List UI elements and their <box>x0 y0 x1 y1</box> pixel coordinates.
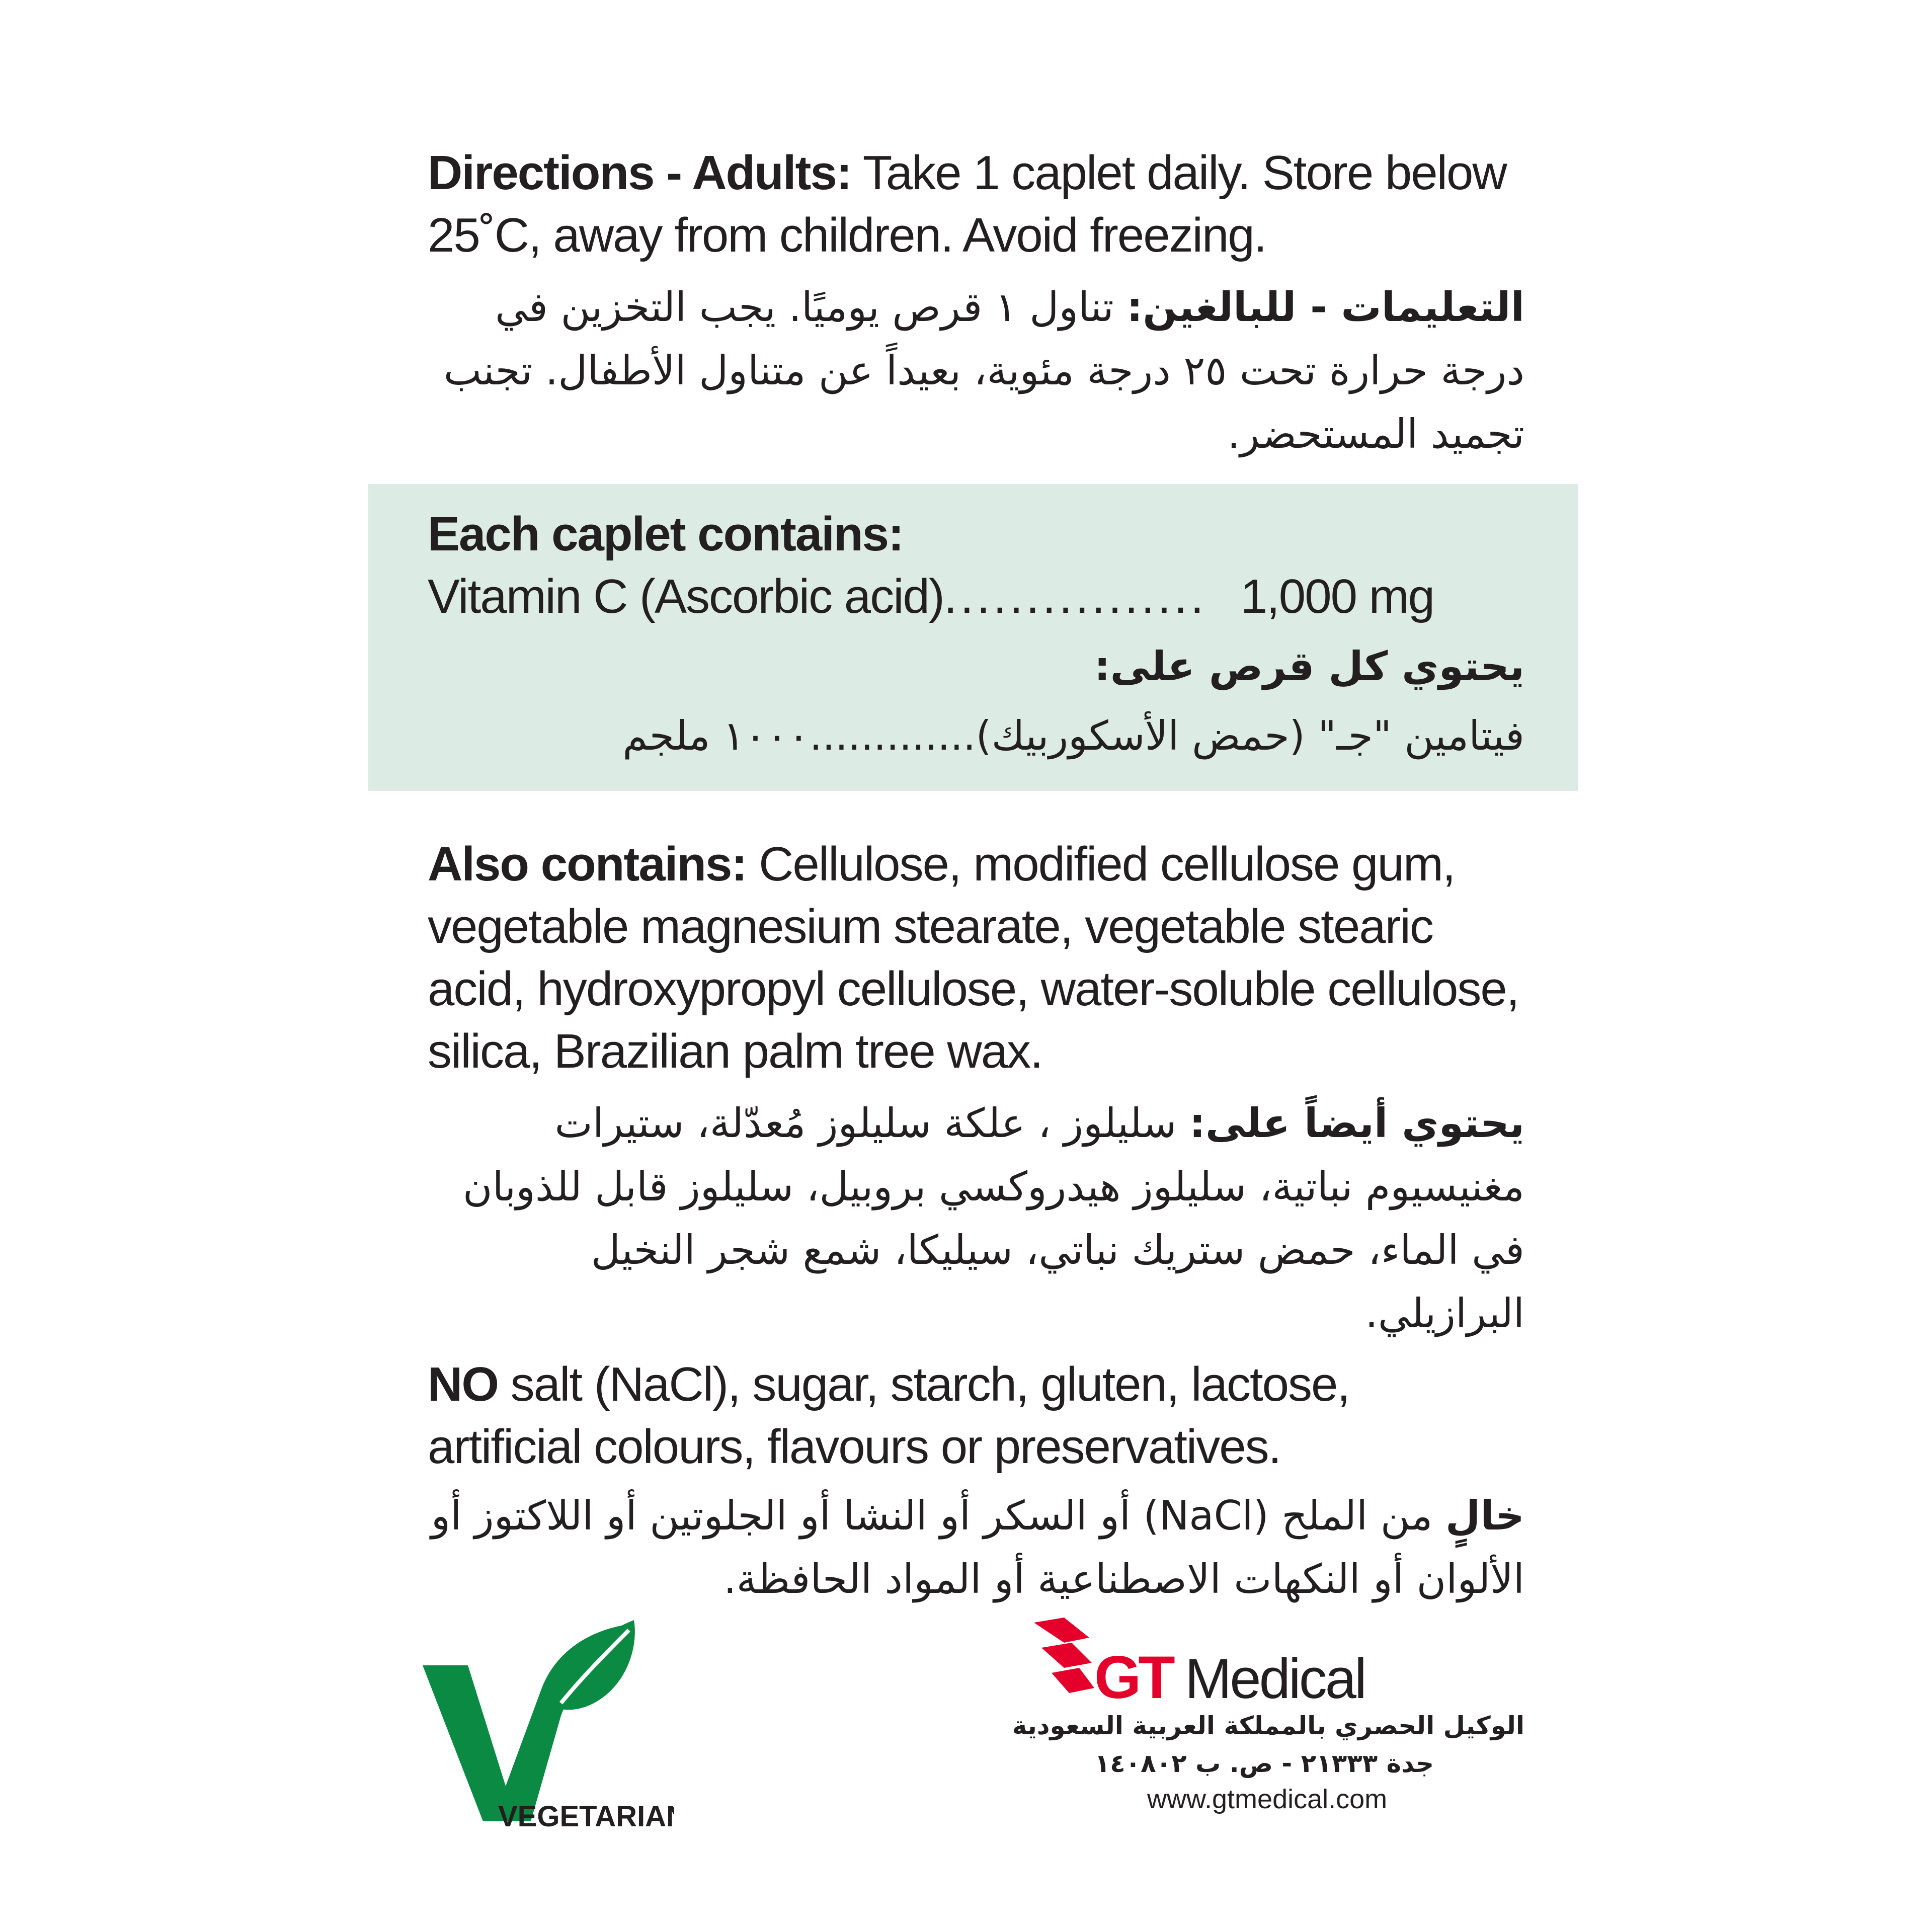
ingredient-ar-dots: ............. <box>809 712 976 759</box>
directions-ar <box>428 276 1524 466</box>
distributor-line1: الوكيل الحصري بالمملكة العربية السعودية <box>1012 1711 1524 1740</box>
vegetarian-badge <box>423 1620 674 1831</box>
ingredient-name: Vitamin C (Ascorbic acid) <box>428 570 944 623</box>
directions-label: Directions - Adults: <box>428 146 851 200</box>
ingredient-amount: 1,000 mg <box>1240 570 1434 623</box>
also-contains-ar-text: سليلوز ، علكة سليلوز مُعدّلة، ستيرات مغنيسيوم نباتية، سليلوز هيدروكسي بروبيل، سليلوز قابل للذوبان في الماء، حمض ستريك نباتي، سيليكا، شمع شجر النخيل البرازيلي. <box>462 1100 1524 1337</box>
ingredient-ar-name: فيتامين "جـ" (حمض الأسكوربيك) <box>976 712 1524 759</box>
contains-ar-heading: يحتوي كل قرص على: <box>1094 643 1524 690</box>
directions-text: Take 1 caplet daily. Store below 25˚C, away from children. Avoid freezing. <box>428 146 1506 262</box>
ingredient-dots: ................ <box>943 570 1207 623</box>
swoosh-icon <box>1034 1618 1089 1643</box>
directions-en <box>428 142 1535 267</box>
brand-medical: Medical <box>1185 1647 1365 1710</box>
free-from-text: salt (NaCl), sugar, starch, gluten, lactose, artificial colours, flavours or preservatives. <box>428 1357 1350 1474</box>
ingredient-ar-amount: ١٠٠٠ ملجم <box>622 712 810 759</box>
also-contains-text: Cellulose, modified cellulose gum, vegetable magnesium stearate, vegetable stearic acid, hydroxypropyl cellulose, water-soluble cellulose, silica, Brazilian palm tree wax. <box>428 837 1519 1078</box>
distributor-url[interactable]: www.gtmedical.com <box>1147 1784 1388 1814</box>
free-from-ar-text: من الملح (NaCl) أو السكر أو النشا أو الجلوتين أو اللاكتوز أو الألوان أو النكهات الاصطناعية أو المواد الحافظة. <box>431 1492 1524 1602</box>
contains-heading: Each caplet contains: <box>428 507 903 561</box>
distributor-line2: جدة ٢١٣٣٣ - ص. ب ١٤٠٨٠٢ <box>1094 1749 1434 1778</box>
free-from-en <box>428 1353 1384 1478</box>
free-from-ar-label: خالٍ <box>1445 1492 1524 1539</box>
also-contains-label: Also contains: <box>428 837 747 891</box>
ingredient-row <box>428 566 1509 628</box>
also-contains-ar-label: يحتوي أيضاً على: <box>1189 1100 1524 1147</box>
gt-medical-logo <box>1034 1618 1396 1713</box>
directions-ar-label: التعليمات - للبالغين: <box>1126 284 1524 331</box>
v-leaf-icon <box>423 1620 674 1831</box>
free-from-ar <box>428 1484 1524 1611</box>
free-from-label: NO <box>428 1357 498 1411</box>
ingredient-ar-row <box>428 704 1524 768</box>
vegetarian-label: VEGETARIAN <box>498 1800 674 1831</box>
also-contains-en <box>428 833 1524 1083</box>
brand-gt: GT <box>1094 1644 1172 1711</box>
directions-ar-text: تناول ١ قرص يوميًا. يجب التخزين في درجة حرارة تحت ٢٥ درجة مئوية، بعيداً عن متناول الأطفال. تجنب تجميد المستحضر. <box>443 284 1524 457</box>
also-contains-ar <box>428 1092 1524 1345</box>
